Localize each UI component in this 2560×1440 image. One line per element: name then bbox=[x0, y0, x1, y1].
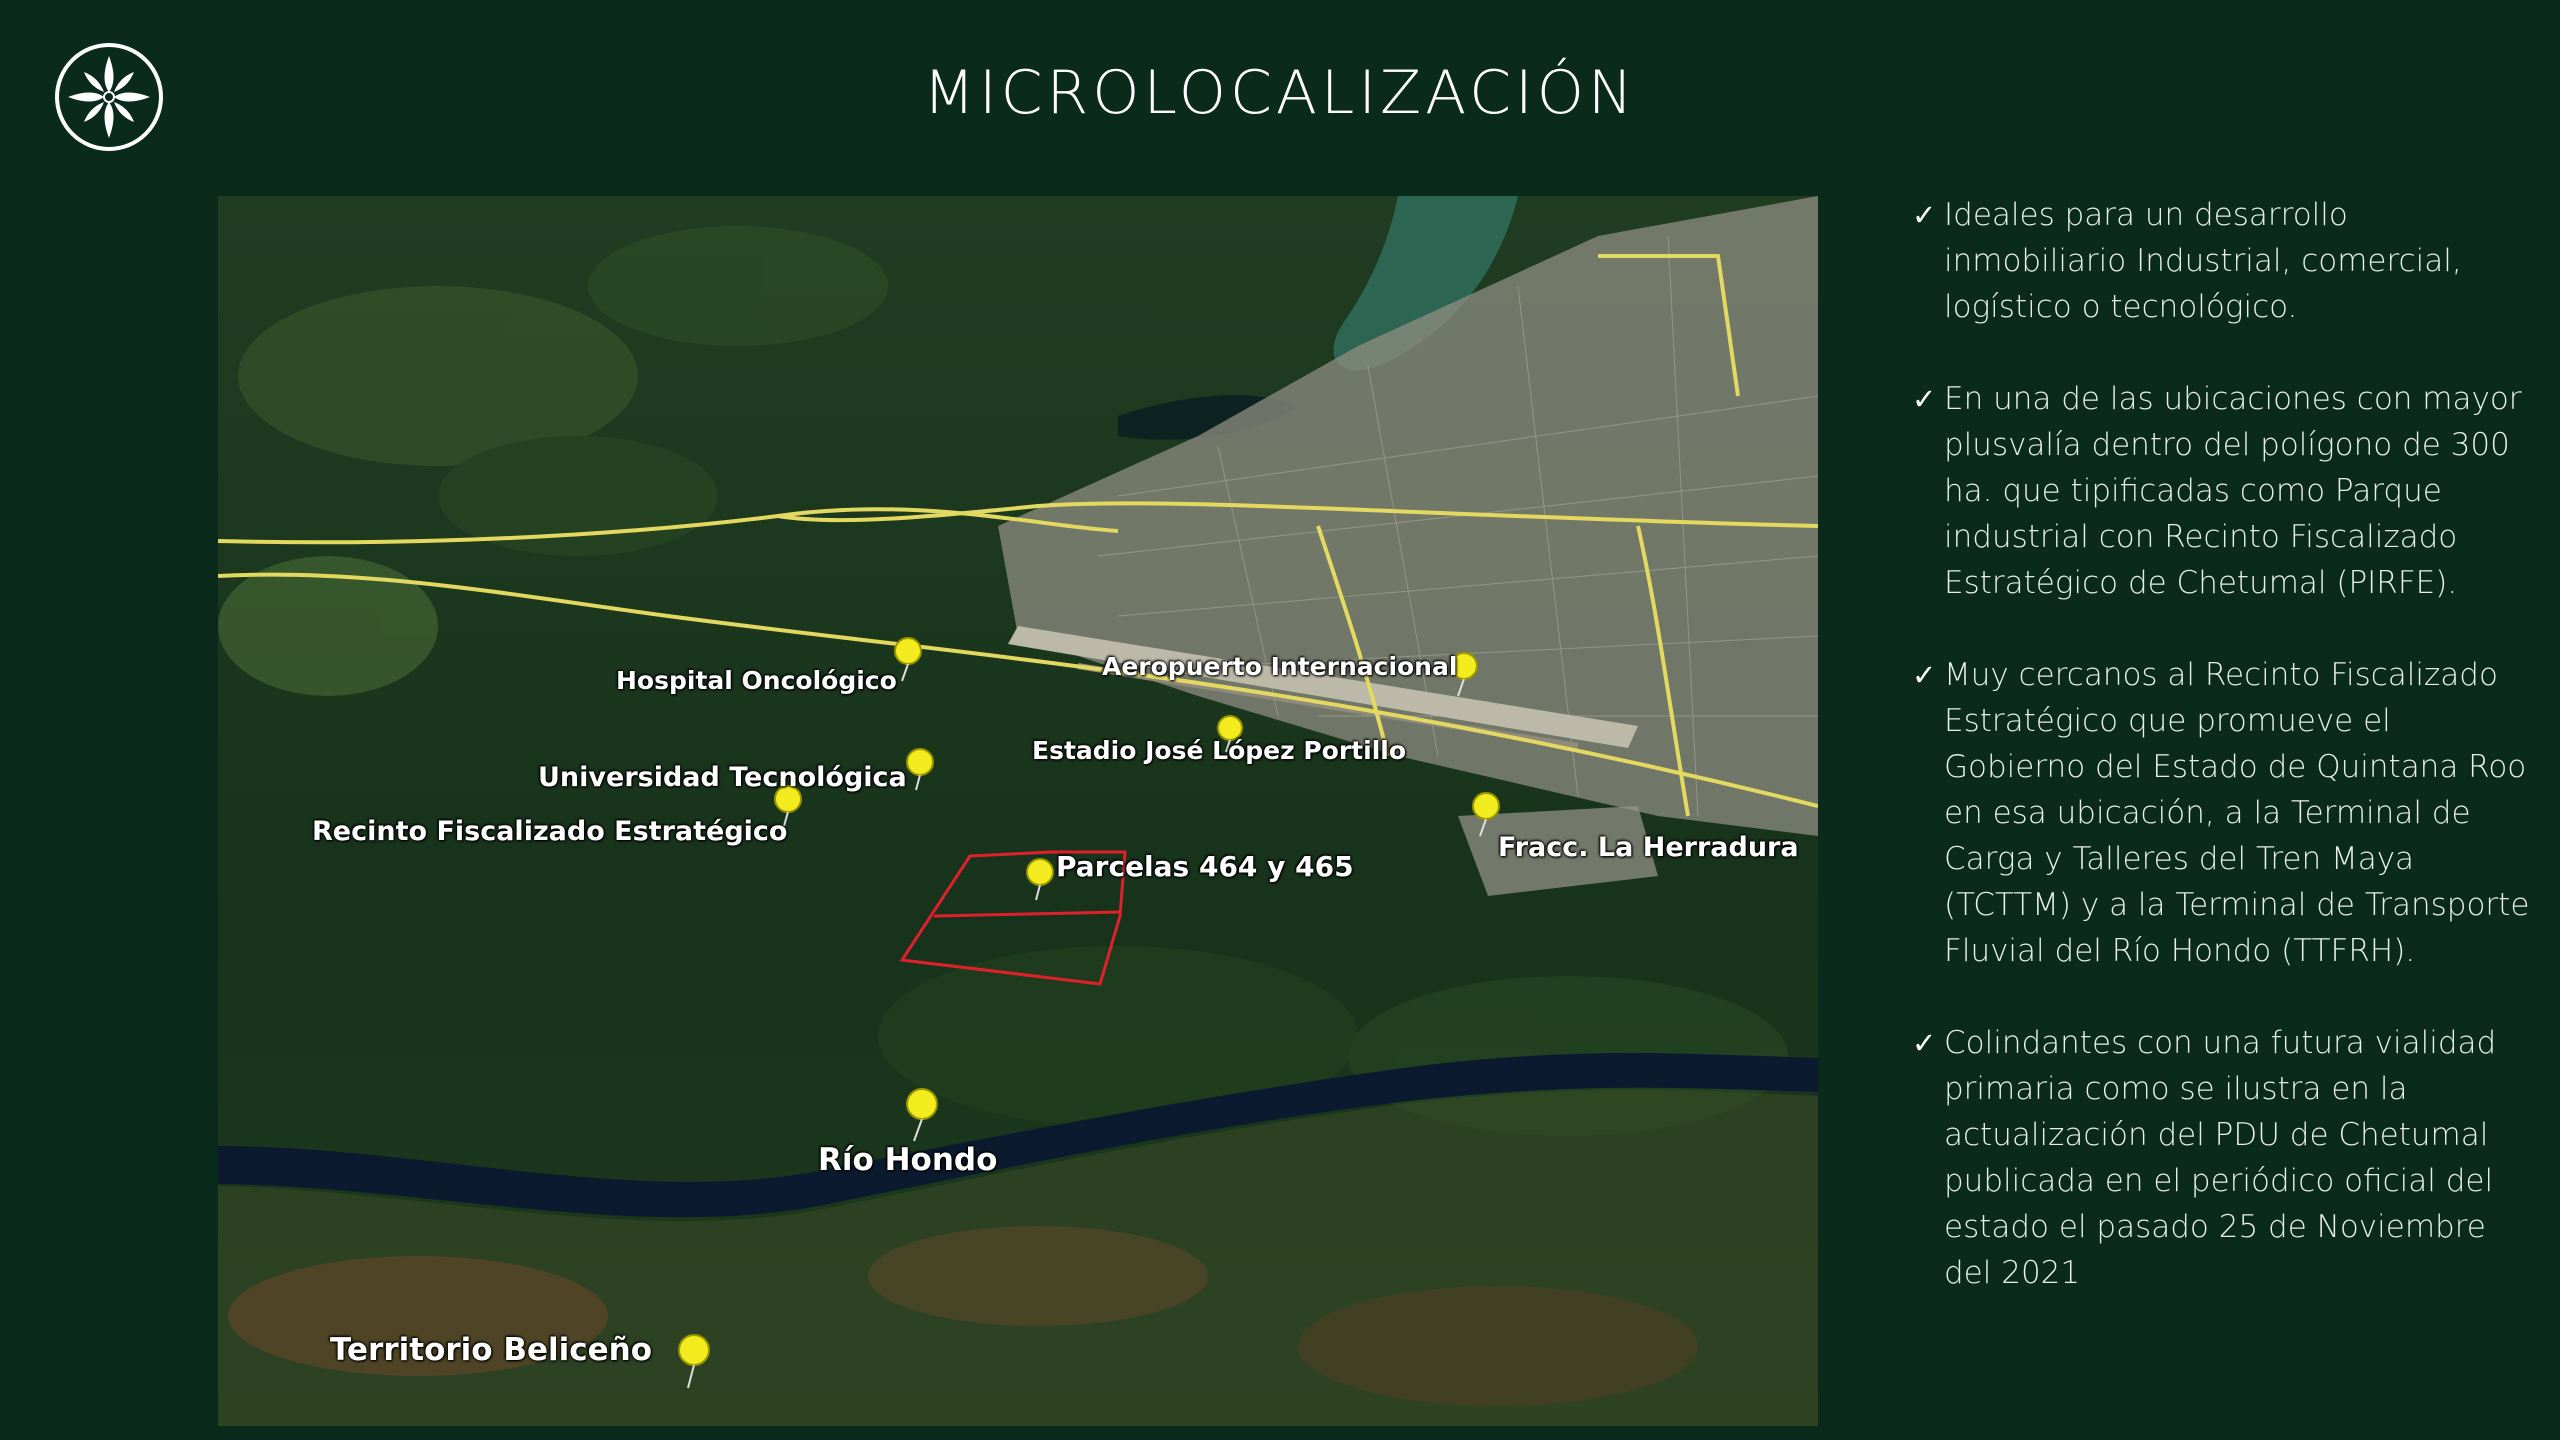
label-hospital: Hospital Oncológico bbox=[616, 666, 897, 695]
checkmark-icon: ✓ bbox=[1912, 382, 1937, 416]
satellite-map bbox=[218, 196, 1818, 1426]
checkmark-icon: ✓ bbox=[1912, 1026, 1937, 1060]
feature-text: Colindantes con una futura vialidad primaria como se ilustra en la actualización del PDU de Chetumal publicada en el periódico oficial del estado el pasado 25 de Noviembre del 2021 bbox=[1944, 1025, 2497, 1291]
feature-item bbox=[1910, 1020, 2530, 1296]
label-rio-hondo: Río Hondo bbox=[818, 1142, 998, 1178]
feature-list bbox=[1910, 192, 2530, 1342]
page-title: MICROLOCALIZACIÓN bbox=[923, 58, 1637, 128]
label-universidad: Universidad Tecnológica bbox=[538, 762, 907, 793]
feature-text: En una de las ubicaciones con mayor plusvalía dentro del polígono de 300 ha. que tipificadas como Parque industrial con Recinto Fiscalizado Estratégico de Chetumal (PIRFE). bbox=[1944, 381, 2522, 601]
label-recinto: Recinto Fiscalizado Estratégico bbox=[312, 816, 788, 847]
feature-text: Muy cercanos al Recinto Fiscalizado Estratégico que promueve el Gobierno del Estado de Quintana Roo en esa ubicación, a la Terminal de Carga y Talleres del Tren Maya (TCTTM) y a la Terminal de Transporte Fluvial del Río Hondo (TTFRH). bbox=[1944, 657, 2530, 969]
label-herradura: Fracc. La Herradura bbox=[1498, 832, 1799, 863]
checkmark-icon: ✓ bbox=[1912, 658, 1937, 692]
feature-item bbox=[1910, 192, 2530, 330]
feature-item bbox=[1910, 376, 2530, 606]
label-aeropuerto: Aeropuerto Internacional bbox=[1102, 652, 1458, 681]
label-estadio: Estadio José López Portillo bbox=[1032, 736, 1407, 765]
checkmark-icon: ✓ bbox=[1912, 198, 1937, 232]
feature-item bbox=[1910, 652, 2530, 974]
label-territorio: Territorio Beliceño bbox=[330, 1332, 653, 1368]
label-parcelas: Parcelas 464 y 465 bbox=[1056, 850, 1354, 883]
map-graphic bbox=[218, 196, 1818, 1426]
feature-text: Ideales para un desarrollo inmobiliario Industrial, comercial, logístico o tecnológico. bbox=[1944, 197, 2462, 325]
